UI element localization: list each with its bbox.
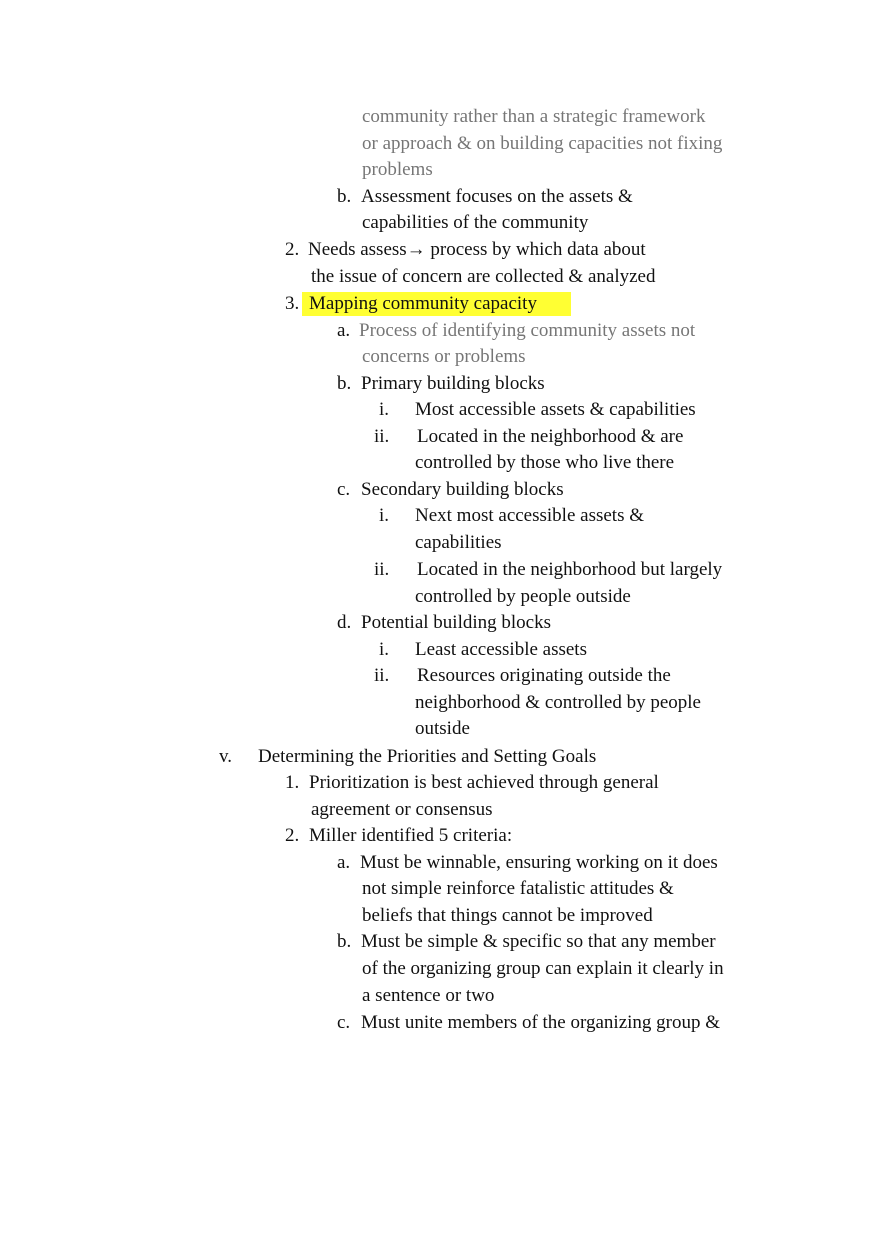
primary-label: Primary building blocks xyxy=(361,373,545,394)
potential-ii-line-2: neighborhood & controlled by people xyxy=(415,692,701,713)
secondary-i-marker: i. xyxy=(379,505,390,526)
primary-i-marker: i. xyxy=(379,399,390,420)
criteria-a-line-1: Must be winnable, ensuring working on it does xyxy=(360,852,718,873)
potential-ii-marker: ii. xyxy=(374,665,390,686)
intro-line-2: or approach & on building capacities not fixing xyxy=(362,133,723,154)
prioritization-line-2: agreement or consensus xyxy=(311,799,493,820)
criteria-c-line-1: Must unite members of the organizing group & xyxy=(361,1012,721,1033)
section-v-marker: v. xyxy=(219,746,233,767)
criteria-a-line-3: beliefs that things cannot be improved xyxy=(362,905,653,926)
potential-ii-line-1: Resources originating outside the xyxy=(417,665,671,686)
assessment-line-2: capabilities of the community xyxy=(362,212,589,233)
prioritization-line-1: Prioritization is best achieved through general xyxy=(309,772,659,793)
mapping-a-line-1: Process of identifying community assets not xyxy=(359,320,696,341)
potential-label: Potential building blocks xyxy=(361,612,551,633)
miller-text: Miller identified 5 criteria: xyxy=(309,825,513,846)
needs-line-2: the issue of concern are collected & analyzed xyxy=(311,266,656,287)
secondary-ii-line-2: controlled by people outside xyxy=(415,586,631,607)
primary-ii-line-1: Located in the neighborhood & are xyxy=(417,426,684,447)
potential-i-text: Least accessible assets xyxy=(415,639,587,660)
mapping-a-marker: a. xyxy=(337,320,351,341)
criteria-a-marker: a. xyxy=(337,852,351,873)
secondary-i-line-2: capabilities xyxy=(415,532,502,553)
criteria-b-line-2: of the organizing group can explain it clearly in xyxy=(362,958,724,979)
secondary-ii-marker: ii. xyxy=(374,559,390,580)
secondary-label: Secondary building blocks xyxy=(361,479,564,500)
intro-line-1: community rather than a strategic framework xyxy=(362,106,706,127)
criteria-c-marker: c. xyxy=(337,1012,351,1033)
mapping-heading: Mapping community capacity xyxy=(309,293,537,314)
section-v-heading: Determining the Priorities and Setting Goals xyxy=(258,746,597,767)
primary-ii-marker: ii. xyxy=(374,426,390,447)
secondary-marker: c. xyxy=(337,479,351,500)
primary-ii-line-2: controlled by those who live there xyxy=(415,452,675,473)
secondary-i-line-1: Next most accessible assets & xyxy=(415,505,645,526)
assessment-line-1: Assessment focuses on the assets & xyxy=(361,186,633,207)
criteria-a-line-2: not simple reinforce fatalistic attitudes & xyxy=(362,878,674,899)
criteria-b-marker: b. xyxy=(337,931,352,952)
secondary-ii-line-1: Located in the neighborhood but largely xyxy=(417,559,723,580)
mapping-a-line-2: concerns or problems xyxy=(362,346,526,367)
criteria-b-line-1: Must be simple & specific so that any member xyxy=(361,931,716,952)
primary-marker: b. xyxy=(337,373,352,394)
potential-ii-line-3: outside xyxy=(415,718,470,739)
primary-i-text: Most accessible assets & capabilities xyxy=(415,399,696,420)
mapping-marker: 3. xyxy=(285,293,300,314)
needs-marker: 2. xyxy=(285,239,300,260)
assessment-marker: b. xyxy=(337,186,352,207)
criteria-b-line-3: a sentence or two xyxy=(362,985,495,1006)
prioritization-marker: 1. xyxy=(285,772,300,793)
needs-line-1: Needs assess→ process by which data about xyxy=(308,239,646,260)
potential-i-marker: i. xyxy=(379,639,390,660)
potential-marker: d. xyxy=(337,612,352,633)
intro-line-3: problems xyxy=(362,159,433,180)
miller-marker: 2. xyxy=(285,825,300,846)
